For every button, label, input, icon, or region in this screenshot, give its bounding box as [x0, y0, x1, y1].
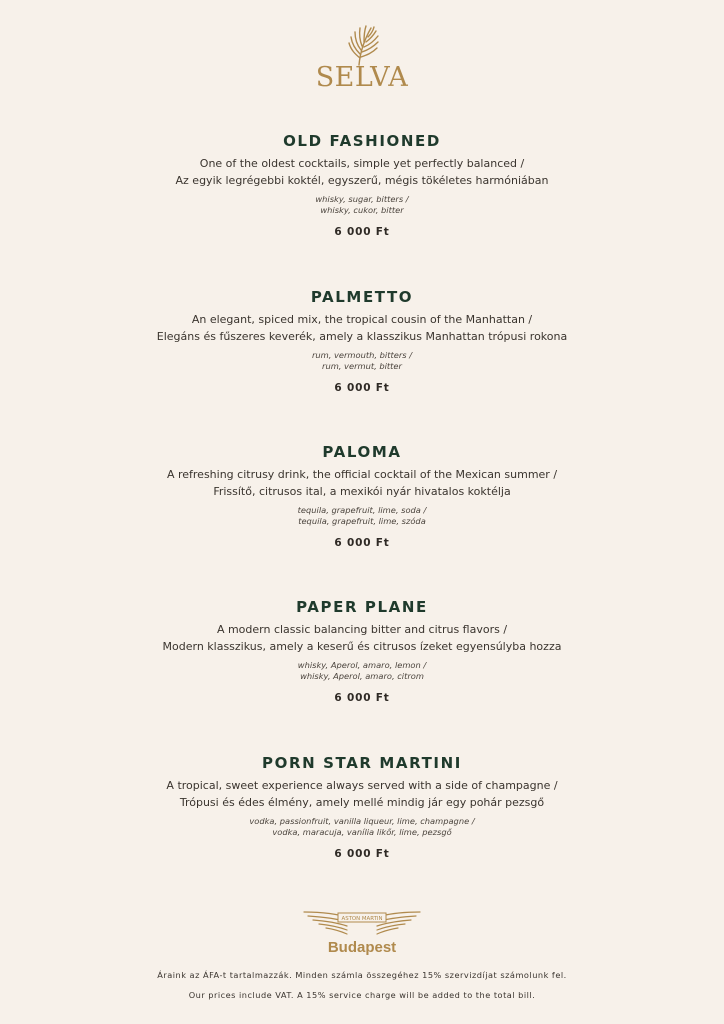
cocktail-description	[0, 622, 724, 655]
description-en: One of the oldest cocktails, simple yet perfectly balanced /	[199, 157, 525, 170]
ingredients-hu: rum, vermut, bitter	[322, 361, 402, 371]
cocktail-name: PALMETTO	[310, 288, 414, 306]
ingredients-hu: whisky, cukor, bitter	[320, 205, 404, 215]
footer-note-en: Our prices include VAT. A 15% service charge will be added to the total bill.	[188, 990, 536, 1000]
ingredients-hu: whisky, Aperol, amaro, citrom	[300, 671, 424, 681]
description-en: A refreshing citrusy drink, the official cocktail of the Mexican summer /	[166, 468, 558, 481]
menu-item	[0, 132, 724, 238]
description-hu: Elegáns és fűszeres keverék, amely a klasszikus Manhattan trópusi rokona	[156, 329, 568, 343]
ingredients-en: tequila, grapefruit, lime, soda /	[297, 505, 427, 515]
partner-logo-text: ASTON MARTIN	[341, 916, 383, 922]
cocktail-name: OLD FASHIONED	[283, 132, 441, 150]
description-hu: Trópusi és édes élmény, amely mellé mindig jár egy pohár pezsgő	[179, 795, 545, 809]
selva-logo	[312, 24, 412, 92]
cocktail-ingredients	[0, 350, 724, 372]
cocktail-ingredients	[0, 194, 724, 216]
ingredients-hu: vodka, maracuja, vanília likőr, lime, pezsgő	[272, 827, 452, 837]
cocktail-ingredients	[0, 505, 724, 527]
menu-item	[0, 443, 724, 549]
cocktail-price: 6 000 Ft	[334, 226, 390, 238]
cocktail-description	[0, 778, 724, 811]
cocktail-name: PALOMA	[322, 443, 402, 461]
ingredients-en: vodka, passionfruit, vanilla liqueur, lime, champagne /	[249, 816, 475, 826]
description-hu: Frissítő, citrusos ital, a mexikói nyár hivatalos koktélja	[213, 484, 511, 498]
description-hu: Az egyik legrégebbi koktél, egyszerű, mégis tökéletes harmóniában	[175, 173, 549, 187]
city-name: Budapest	[327, 939, 397, 956]
description-hu: Modern klasszikus, amely a keserű és citrusos ízeket egyensúlyba hozza	[162, 639, 562, 653]
brand-name: SELVA	[315, 62, 409, 93]
footer-note-hu: Áraink az ÁFA-t tartalmazzák. Minden számla összegéhez 15% szervizdíjat számolunk fel.	[157, 970, 567, 980]
cocktail-price: 6 000 Ft	[334, 848, 390, 860]
cocktail-price: 6 000 Ft	[334, 692, 390, 704]
ingredients-en: rum, vermouth, bitters /	[311, 350, 412, 360]
description-en: A modern classic balancing bitter and citrus flavors /	[216, 623, 508, 636]
cocktail-description	[0, 467, 724, 500]
cocktail-price: 6 000 Ft	[334, 537, 390, 549]
palm-leaf-icon	[339, 24, 385, 66]
cocktail-description	[0, 156, 724, 189]
cocktail-ingredients	[0, 816, 724, 838]
menu-item	[0, 598, 724, 704]
menu-item	[0, 288, 724, 394]
cocktail-name: PAPER PLANE	[296, 598, 428, 616]
cocktail-ingredients	[0, 660, 724, 682]
ingredients-hu: tequila, grapefruit, lime, szóda	[298, 516, 426, 526]
cocktail-description	[0, 312, 724, 345]
cocktail-name: PORN STAR MARTINI	[262, 754, 462, 772]
partner-logo	[322, 908, 402, 957]
ingredients-en: whisky, sugar, bitters /	[315, 194, 409, 204]
ingredients-en: whisky, Aperol, amaro, lemon /	[297, 660, 427, 670]
cocktail-price: 6 000 Ft	[334, 382, 390, 394]
description-en: A tropical, sweet experience always served with a side of champagne /	[166, 779, 558, 792]
description-en: An elegant, spiced mix, the tropical cousin of the Manhattan /	[191, 313, 533, 326]
aston-martin-wings-icon	[302, 908, 422, 938]
menu-item	[0, 754, 724, 860]
